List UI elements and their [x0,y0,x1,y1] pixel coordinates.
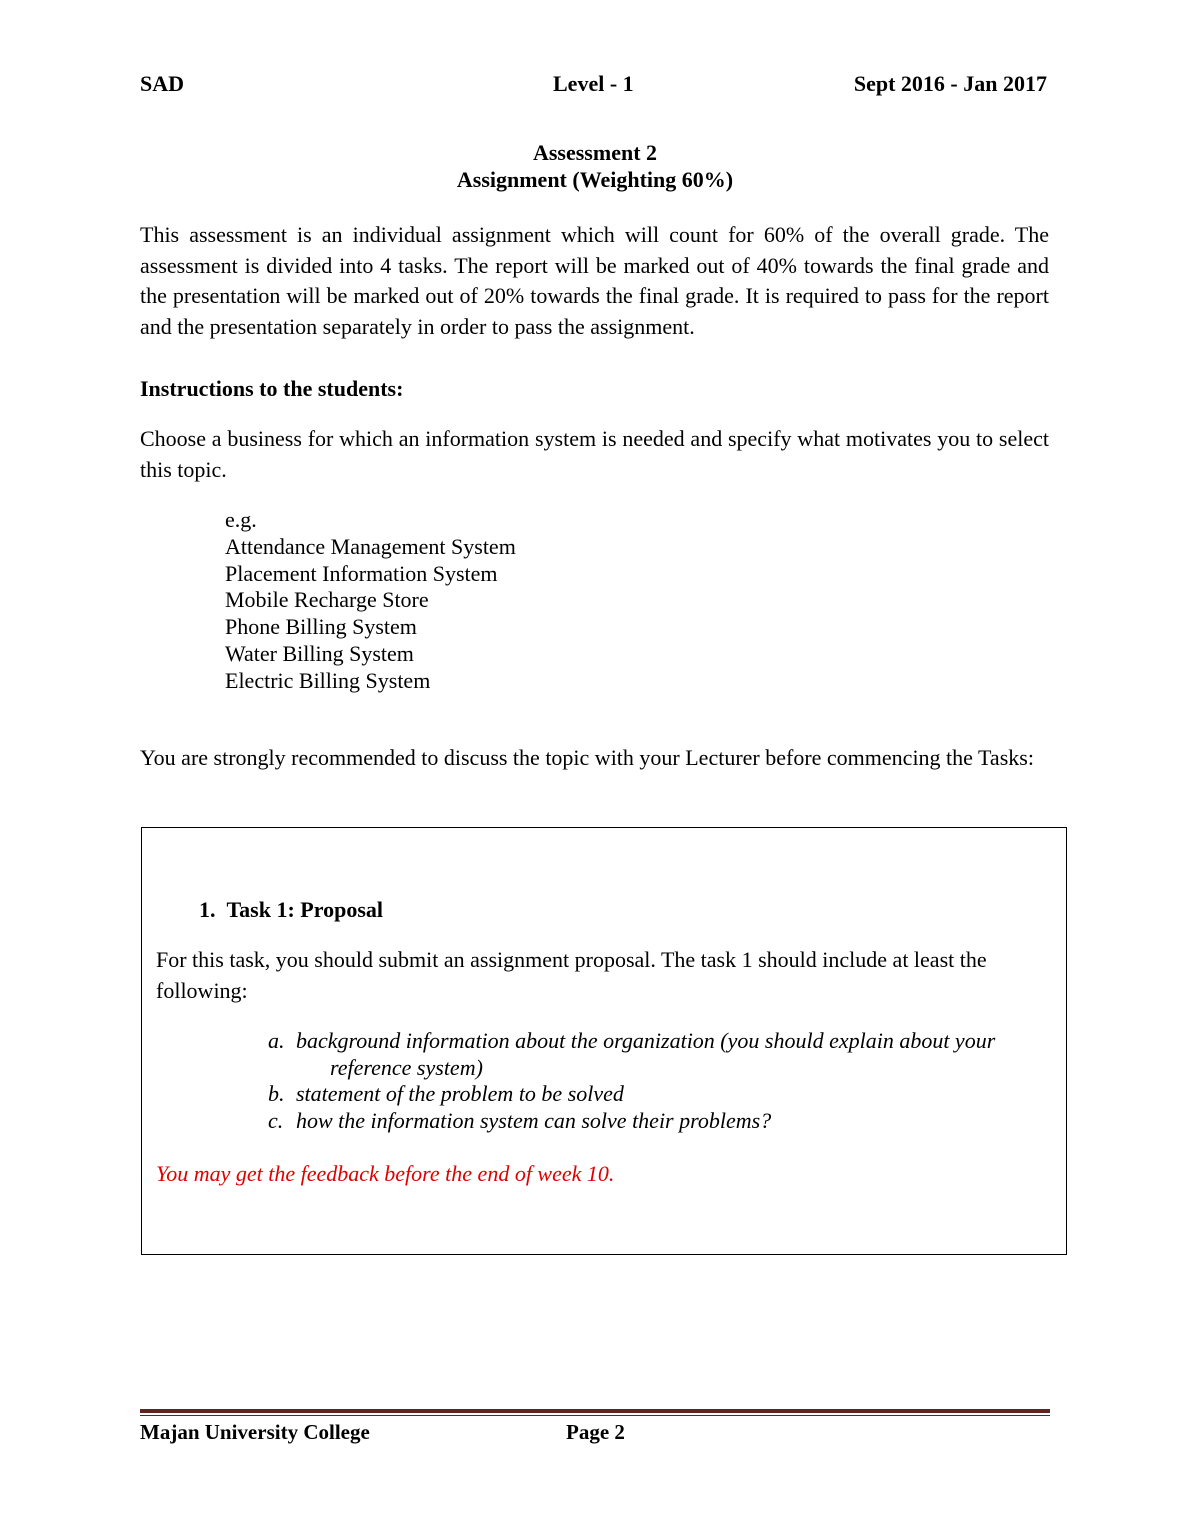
task-number: 1. [199,897,216,922]
task-description: For this task, you should submit an assignment proposal. The task 1 should include at least the following: [156,947,987,1003]
list-item: Placement Information System [225,560,498,586]
item-text-continued: reference system) [330,1054,483,1080]
header-level: Level - 1 [553,71,634,96]
task-requirements-list [268,1028,1048,1134]
item-text: statement of the problem to be solved [296,1081,624,1106]
assignment-subtitle: Assignment (Weighting 60%) [456,167,734,192]
page-number: Page 2 [566,1420,625,1444]
list-item: Water Billing System [225,640,414,666]
list-item [268,1081,1048,1108]
list-item: e.g. [225,507,257,532]
item-marker: b. [268,1081,285,1106]
header-term: Sept 2016 - Jan 2017 [853,71,1047,96]
list-item [268,1108,1048,1135]
instructions-heading: Instructions to the students: [140,376,404,401]
example-topics-list [225,507,516,695]
recommendation-text: You are strongly recommended to discuss the topic with your Lecturer before commencing the Tasks: [140,745,1034,770]
footer-rule-thick [140,1409,1050,1413]
item-marker: a. [268,1028,285,1053]
list-item: Mobile Recharge Store [225,587,429,613]
assessment-title: Assessment 2 [532,140,658,165]
instructions-text: Choose a business for which an information system is needed and specify what motivates you to select this topic. [140,426,1049,482]
item-text: how the information system can solve their problems? [296,1107,772,1133]
list-item [268,1028,1048,1081]
task-title: Task 1: Proposal [226,897,383,922]
item-marker: c. [268,1107,284,1133]
list-item: Electric Billing System [225,667,431,693]
intro-paragraph: This assessment is an individual assignment which will count for 60% of the overall grade. The assessment is divided into 4 tasks. The report will be marked out of 40% towards the final grade and the presentation will be marked out of 20% towards the final grade. It is required to pass for the report and the presentation separately in order to pass the assignment. [140,222,1049,339]
feedback-note: You may get the feedback before the end of week 10. [156,1161,615,1186]
list-item: Attendance Management System [225,533,516,559]
header-course: SAD [140,71,185,96]
footer-rule-thin [140,1415,1050,1416]
item-text: background information about the organization (you should explain about your [296,1028,996,1053]
task-1-heading [199,897,383,923]
footer-institution: Majan University College [140,1420,370,1444]
list-item: Phone Billing System [225,614,417,640]
